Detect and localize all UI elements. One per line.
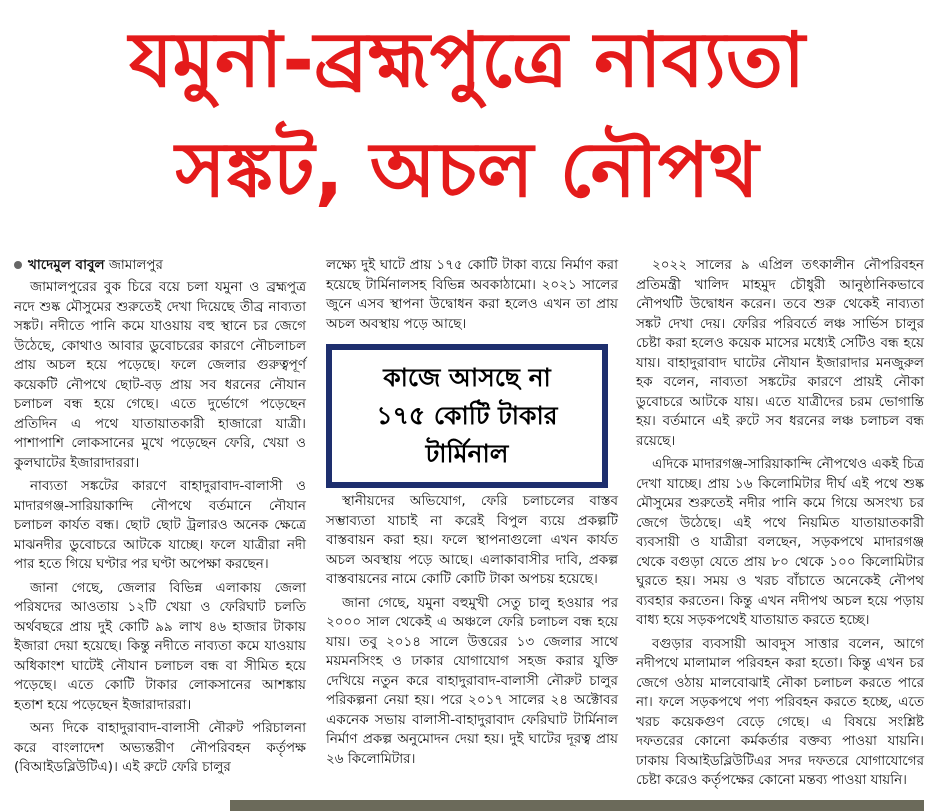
byline bbox=[14, 256, 306, 275]
paragraph: নাব্যতা সঙ্কটের কারণে বাহাদুরাবাদ-বালাসী ও মাদারগঞ্জ-সারিয়াকান্দি নৌপথে বর্তমানে নৌযান চলাচল কার্যত বন্ধ। ছোট ছোট ট্রলারও অনেক ক্ষেত্রে মাঝনদীর ডুবোচরে আটকে যাচ্ছে। ফলে যাত্রীরা নদী পার হতে গিয়ে ঘণ্টার পর ঘণ্টা অপেক্ষা করছেন। bbox=[14, 478, 306, 572]
highlight-line-3: টার্মিনাল bbox=[425, 439, 509, 468]
paragraph: জানা গেছে, জেলার বিভিন্ন এলাকায় জেলা পরিষদের আওতায় ১২টি খেয়া ও ফেরিঘাট চলতি অর্থবছরে প্রায় দুই কোটি ৯৯ লাখ ৪৬ হাজার টাকায় ইজারা দেয়া হয়েছে। কিন্তু নদীতে নাব্যতা কমে যাওয়ায় অধিকাংশ ঘাটেই নৌযান চলাচল বন্ধ বা সীমিত হয়ে পড়েছে। এতে কোটি টাকার লোকসানের আশঙ্কায় হতাশ হয়ে পড়েছেন ইজারাদাররা। bbox=[14, 579, 306, 713]
headline-line-2: সঙ্কট, অচল নৌপথ bbox=[175, 125, 759, 214]
paragraph: ২০২২ সালের ৯ এপ্রিল তৎকালীন নৌপরিবহন প্রতিমন্ত্রী খালিদ মাহমুদ চৌধুরী আনুষ্ঠানিকভাবে নৌপথটি উদ্বোধন করেন। তবে শুরু থেকেই নাব্যতা সঙ্কট দেখা দেয়। ফেরির পরিবর্তে লঞ্চ সার্ভিস চালুর চেষ্টা করা হলেও কয়েক মাসের মধ্যেই সেটিও বন্ধ হয়ে যায়। বাহাদুরাবাদ ঘাটের নৌযান ইজারাদার মনজুরুল হক বলেন, নাব্যতা সঙ্কটের কারণে প্রায়ই নৌকা ডুবোচরে আটকে যায়। এতে যাত্রীদের চরম ভোগান্তি হয়। বর্তমানে এই রুটে সব ধরনের লঞ্চ চলাচল বন্ধ রয়েছে। bbox=[636, 257, 924, 449]
paragraph: এদিকে মাদারগঞ্জ-সারিয়াকান্দি নৌপথেও একই চিত্র দেখা যাচ্ছে। প্রায় ১৬ কিলোমিটার দীর্ঘ এই পথে শুষ্ক মৌসুমের শুরুতেই নদীর পানি কমে গিয়ে অসংখ্য চর জেগে উঠেছে। এই পথে নিয়মিত যাতায়াতকারী ব্যবসায়ী ও যাত্রীরা বলছেন, সড়কপথে মাদারগঞ্জ থেকে বগুড়া যেতে প্রায় ৮০ থেকে ১০০ কিলোমিটার ঘুরতে হয়। সময় ও খরচ বাঁচাতে অনেকেই নৌপথ ব্যবহার করতেন। কিন্তু এখন নদীপথ অচল হয়ে পড়ায় বাধ্য হয়ে সড়কপথেই যাতায়াত করতে হচ্ছে। bbox=[636, 456, 924, 628]
article-column-2-top bbox=[326, 256, 618, 338]
highlight-box bbox=[326, 344, 608, 488]
paragraph: স্থানীয়দের অভিযোগ, ফেরি চলাচলের বাস্তব সম্ভাব্যতা যাচাই না করেই বিপুল ব্যয়ে প্রকল্পটি বাস্তবায়ন করা হয়। ফলে স্থাপনাগুলো এখন কার্যত অচল অবস্থায় পড়ে আছে। এলাকাবাসীর দাবি, প্রকল্প বাস্তবায়নের নামে কোটি কোটি টাকা অপচয় হয়েছে। bbox=[326, 493, 618, 587]
byline-author: খাদেমুল বাবুল bbox=[28, 257, 105, 273]
headline-line-1: যমুনা-ব্রহ্মপুত্রে নাব্যতা bbox=[129, 15, 805, 104]
photo-edge bbox=[230, 800, 924, 811]
highlight-line-1: কাজে আসছে না bbox=[383, 363, 551, 392]
paragraph: লক্ষ্যে দুই ঘাটে প্রায় ১৭৫ কোটি টাকা ব্যয়ে নির্মাণ করা হয়েছে টার্মিনালসহ বিভিন্ন অবকাঠামো। ২০২১ সালের জুনে এসব স্থাপনা উদ্বোধন করা হলেও এখন তা প্রায় অচল অবস্থায় পড়ে আছে। bbox=[326, 257, 618, 332]
article-column-3 bbox=[636, 256, 924, 795]
article-column-2-bottom bbox=[326, 492, 618, 773]
bullet-icon bbox=[14, 261, 22, 269]
highlight-line-2: ১৭৫ কোটি টাকার bbox=[376, 401, 558, 430]
paragraph: জানা গেছে, যমুনা বহুমুখী সেতু চালু হওয়ার পর ২০০০ সাল থেকেই এ অঞ্চলে ফেরি চলাচল বন্ধ হয়ে যায়। তবু ২০১৪ সালে উত্তরের ১৩ জেলার সাথে ময়মনসিংহ ও ঢাকার যোগাযোগ সহজ করার যুক্তি দেখিয়ে নতুন করে বাহাদুরাবাদ-বালাসী নৌরুট চালুর পরিকল্পনা নেয়া হয়। পরে ২০১৭ সালের ২৪ অক্টোবর একনেক সভায় বালাসী-বাহাদুরাবাদ ফেরিঘাট টার্মিনাল নির্মাণ প্রকল্প অনুমোদন দেয়া হয়। দুই ঘাটের দূরত্ব প্রায় ২৬ কিলোমিটার। bbox=[326, 594, 618, 767]
paragraph: বগুড়ার ব্যবসায়ী আবদুস সাত্তার বলেন, আগে নদীপথে মালামাল পরিবহন করা হতো। কিন্তু এখন চর জেগে ওঠায় মালবোঝাই নৌকা চলাচল করতে পারে না। ফলে সড়কপথে পণ্য পরিবহন করতে হচ্ছে, এতে খরচ কয়েকগুণ বেড়ে গেছে। এ বিষয়ে সংশ্লিষ্ট দফতরের কোনো কর্মকর্তার বক্তব্য পাওয়া যায়নি। ঢাকায় বিআইডব্লিউটিএর সদর দফতরে যোগাযোগের চেষ্টা করেও কর্তৃপক্ষের কোনো মন্তব্য পাওয়া যায়নি। bbox=[636, 635, 924, 788]
byline-location: জামালপুর bbox=[108, 257, 163, 273]
paragraph: জামালপুরের বুক চিরে বয়ে চলা যমুনা ও ব্রহ্মপুত্র নদে শুষ্ক মৌসুমের শুরুতেই দেখা দিয়েছে তীব্র নাব্যতা সঙ্কট। নদীতে পানি কমে যাওয়ায় বহু স্থানে চর জেগে উঠেছে, কোথাও আবার ডুবোচরের কারণে নৌচলাচল প্রায় অচল হয়ে পড়েছে। ফলে জেলার গুরুত্বপূর্ণ কয়েকটি নৌপথে ছোট-বড় প্রায় সব ধরনের নৌযান চলাচল বন্ধ হয়ে গেছে। এতে দুর্ভোগে পড়েছেন প্রতিদিন এ পথে যাতায়াতকারী হাজারো যাত্রী। পাশাপাশি লোকসানের মুখে পড়েছেন ফেরি, খেয়া ও কুলঘাটের ইজারাদাররা। bbox=[14, 279, 306, 471]
article-column-1 bbox=[14, 256, 306, 782]
paragraph: অন্য দিকে বাহাদুরাবাদ-বালাসী নৌরুট পরিচালনা করে বাংলাদেশ অভ্যন্তরীণ নৌপরিবহন কর্তৃপক্ষ (বিআইডব্লিউটিএ)। এই রুটে ফেরি চালুর bbox=[14, 720, 306, 775]
